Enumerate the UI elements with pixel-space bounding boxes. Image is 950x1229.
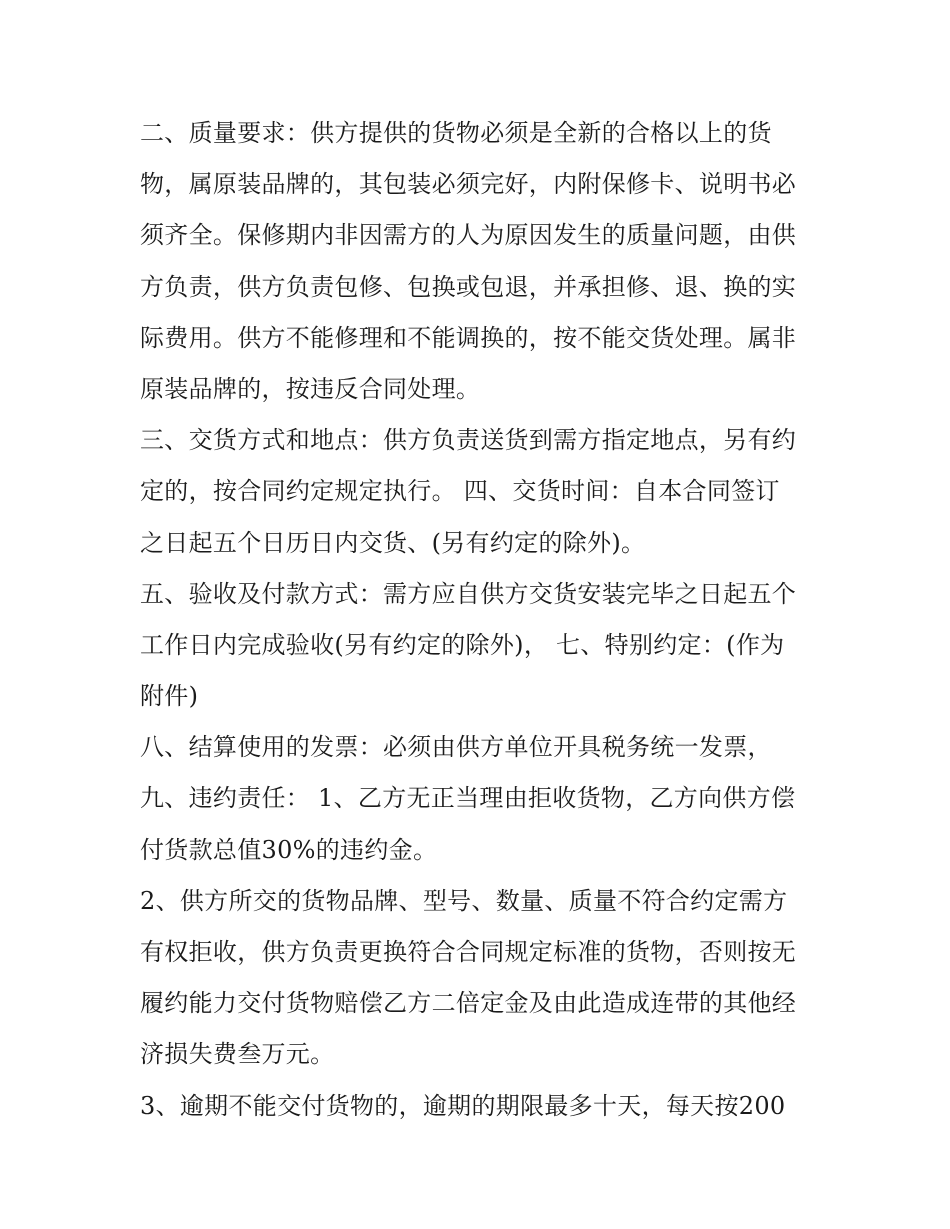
text-line: 2、供方所交的货物品牌、型号、数量、质量不符合约定需方 bbox=[140, 886, 788, 915]
text-line: 原装品牌的，按违反合同处理。 bbox=[140, 374, 481, 403]
text-line: 之日起五个日历日内交货、(另有约定的除外)。 bbox=[140, 528, 646, 557]
text-line: 八、结算使用的发票：必须由供方单位开具税务统一发票， bbox=[140, 733, 772, 762]
text-line: 付货款总值30%的违约金。 bbox=[140, 835, 438, 864]
text-line: 须齐全。保修期内非因需方的人为原因发生的质量问题，由供 bbox=[140, 221, 797, 250]
text-line: 3、逾期不能交付货物的，逾期的期限最多十天，每天按200 bbox=[140, 1091, 786, 1120]
text-line: 五、验收及付款方式：需方应自供方交货安装完毕之日起五个 bbox=[140, 579, 797, 608]
text-line: 际费用。供方不能修理和不能调换的，按不能交货处理。属非 bbox=[140, 323, 797, 352]
text-line: 二、质量要求：供方提供的货物必须是全新的合格以上的货 bbox=[140, 119, 772, 147]
text-line: 附件) bbox=[140, 682, 199, 711]
text-line: 方负责，供方负责包修、包换或包退，并承担修、退、换的实 bbox=[140, 272, 797, 301]
text-line: 物，属原装品牌的，其包装必须完好，内附保修卡、说明书必 bbox=[140, 170, 797, 199]
text-line: 工作日内完成验收(另有约定的除外)， 七、特别约定：(作为 bbox=[140, 630, 785, 659]
text-line: 定的，按合同约定规定执行。 四、交货时间：自本合同签订 bbox=[140, 477, 780, 506]
text-line: 有权拒收，供方负责更换符合合同规定标准的货物，否则按无 bbox=[140, 938, 797, 966]
text-line: 三、交货方式和地点：供方负责送货到需方指定地点，另有约 bbox=[140, 426, 797, 455]
text-line: 履约能力交付货物赔偿乙方二倍定金及由此造成连带的其他经 bbox=[140, 989, 797, 1018]
text-line: 济损失费叁万元。 bbox=[140, 1040, 335, 1069]
contract-text bbox=[140, 108, 820, 1132]
text-line: 九、违约责任： 1、乙方无正当理由拒收货物，乙方向供方偿 bbox=[140, 784, 796, 813]
